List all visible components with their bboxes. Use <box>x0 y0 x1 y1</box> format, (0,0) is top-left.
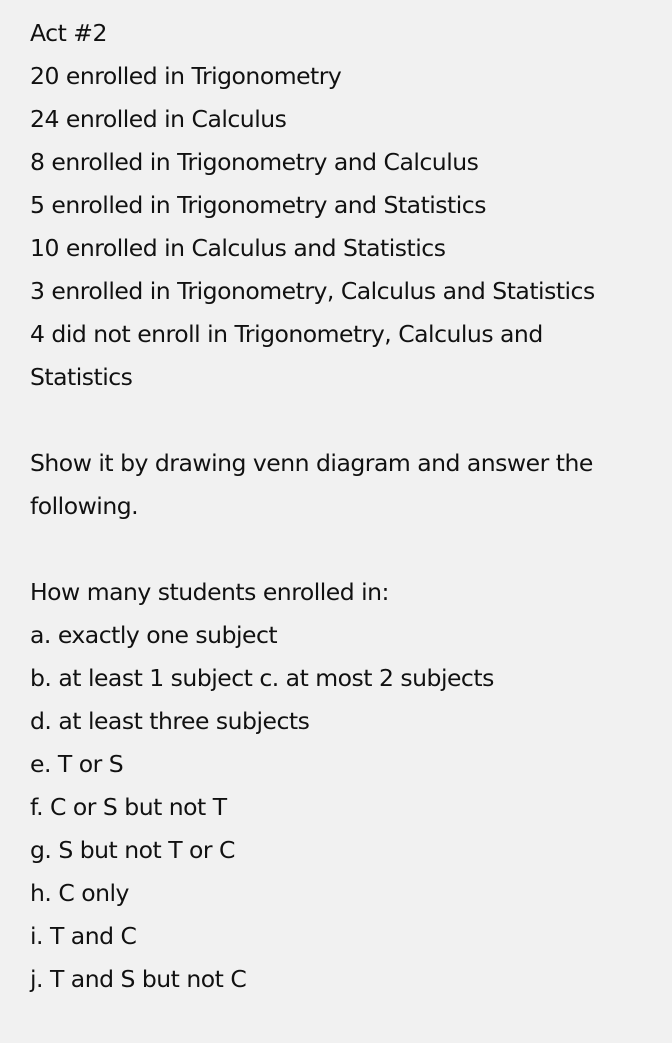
instruction-line: Show it by drawing venn diagram and answer the <box>30 449 593 477</box>
given-facts <box>30 55 660 399</box>
question-item: d. at least three subjects <box>30 707 310 735</box>
fact-line: 8 enrolled in Trigonometry and Calculus <box>30 148 479 176</box>
spacer <box>30 528 660 571</box>
instruction-line: following. <box>30 492 139 520</box>
fact-line: 24 enrolled in Calculus <box>30 105 287 133</box>
fact-line: 4 did not enroll in Trigonometry, Calculus and <box>30 320 543 348</box>
question-item: b. at least 1 subject c. at most 2 subjects <box>30 664 494 692</box>
question-item: e. T or S <box>30 750 124 778</box>
question-item: h. C only <box>30 879 129 907</box>
question-item: j. T and S but not C <box>30 965 247 993</box>
fact-line: 5 enrolled in Trigonometry and Statistics <box>30 191 486 219</box>
spacer <box>30 399 660 442</box>
activity-document <box>30 12 660 1001</box>
fact-line: 20 enrolled in Trigonometry <box>30 62 342 90</box>
fact-line: Statistics <box>30 363 133 391</box>
question-item: a. exactly one subject <box>30 621 278 649</box>
question-list <box>30 571 660 1001</box>
fact-line: 10 enrolled in Calculus and Statistics <box>30 234 446 262</box>
question-intro: How many students enrolled in: <box>30 578 389 606</box>
question-item: g. S but not T or C <box>30 836 235 864</box>
question-item: f. C or S but not T <box>30 793 227 821</box>
activity-title: Act #2 <box>30 19 107 47</box>
fact-line: 3 enrolled in Trigonometry, Calculus and Statistics <box>30 277 595 305</box>
question-item: i. T and C <box>30 922 137 950</box>
instruction <box>30 442 660 528</box>
